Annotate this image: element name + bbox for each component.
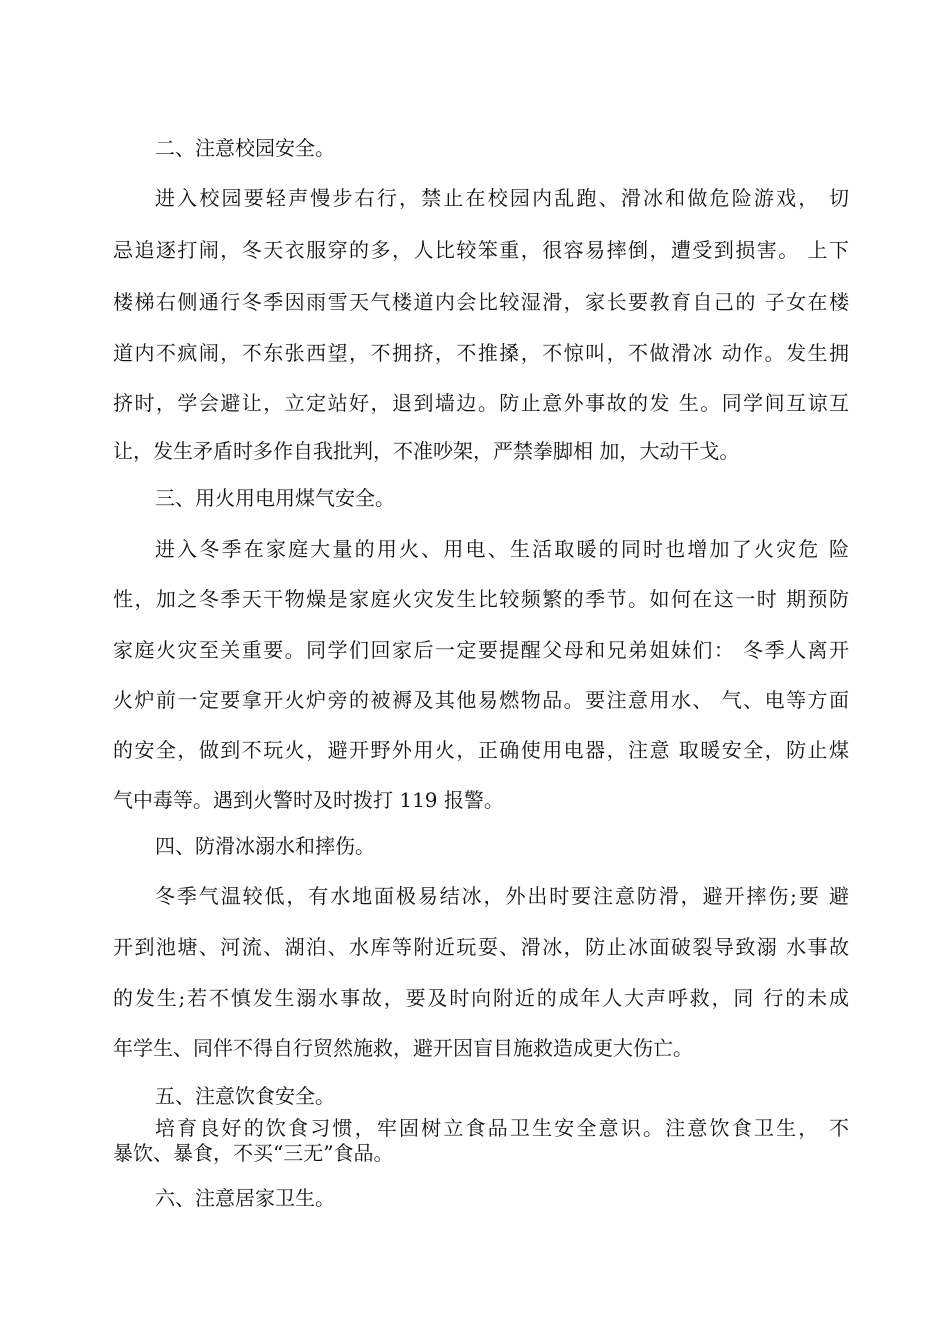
heading-ice-drowning-injury: 四、防滑冰溺水和摔伤。 — [155, 834, 375, 858]
paragraph-line: 家庭火灾至关重要。同学们回家后一定要提醒父母和兄弟姐妹们： 冬季人离开 — [113, 638, 849, 662]
paragraph-line: 培育良好的饮食习惯，牢固树立食品卫生安全意识。注意饮食卫生， 不 — [155, 1116, 849, 1140]
paragraph-line: 的发生;若不慎发生溺水事故，要及时向附近的成年人大声呼救，同 行的未成 — [113, 986, 849, 1010]
paragraph-line: 性，加之冬季天干物燥是家庭火灾发生比较频繁的季节。如何在这一时 期预防 — [113, 587, 849, 611]
paragraph-line: 冬季气温较低，有水地面极易结冰，外出时要注意防滑，避开摔伤;要 避 — [155, 884, 849, 908]
paragraph-line: 楼梯右侧通行冬季因雨雪天气楼道内会比较湿滑，家长要教育自己的 子女在楼 — [113, 290, 849, 314]
heading-campus-safety: 二、注意校园安全。 — [155, 136, 335, 160]
paragraph-line: 暴饮、暴食，不买“三无”食品。 — [113, 1141, 394, 1165]
heading-fire-electric-gas-safety: 三、用火用电用煤气安全。 — [155, 486, 395, 510]
paragraph-line: 挤时，学会避让，立定站好，退到墙边。防止意外事故的发 生。同学间互谅互 — [113, 391, 849, 415]
paragraph-line: 气中毒等。遇到火警时及时拨打 119 报警。 — [113, 788, 504, 812]
paragraph-line: 进入校园要轻声慢步右行，禁止在校园内乱跑、滑冰和做危险游戏， 切 — [155, 186, 849, 210]
paragraph-line: 忌追逐打闹，冬天衣服穿的多，人比较笨重，很容易摔倒，遭受到损害。 上下 — [113, 238, 849, 262]
paragraph-line: 让，发生矛盾时多作自我批判，不准吵架，严禁拳脚相 加，大动干戈。 — [113, 439, 740, 463]
paragraph-line: 开到池塘、河流、湖泊、水库等附近玩耍、滑冰，防止冰面破裂导致溺 水事故 — [113, 935, 849, 959]
paragraph-line: 火炉前一定要拿开火炉旁的被褥及其他易燃物品。要注意用水、 气、电等方面 — [113, 688, 849, 712]
heading-food-safety: 五、注意饮食安全。 — [155, 1084, 335, 1108]
paragraph-line: 的安全，做到不玩火，避开野外用火，正确使用电器，注意 取暖安全，防止煤 — [113, 738, 849, 762]
paragraph-line: 进入冬季在家庭大量的用火、用电、生活取暖的同时也增加了火灾危 险 — [155, 537, 849, 561]
paragraph-line: 道内不疯闹，不东张西望，不拥挤，不推搡，不惊叫，不做滑冰 动作。发生拥 — [113, 341, 849, 365]
paragraph-line: 年学生、同伴不得自行贸然施救，避开因盲目施救造成更大伤亡。 — [113, 1036, 693, 1060]
heading-home-hygiene: 六、注意居家卫生。 — [155, 1186, 335, 1210]
